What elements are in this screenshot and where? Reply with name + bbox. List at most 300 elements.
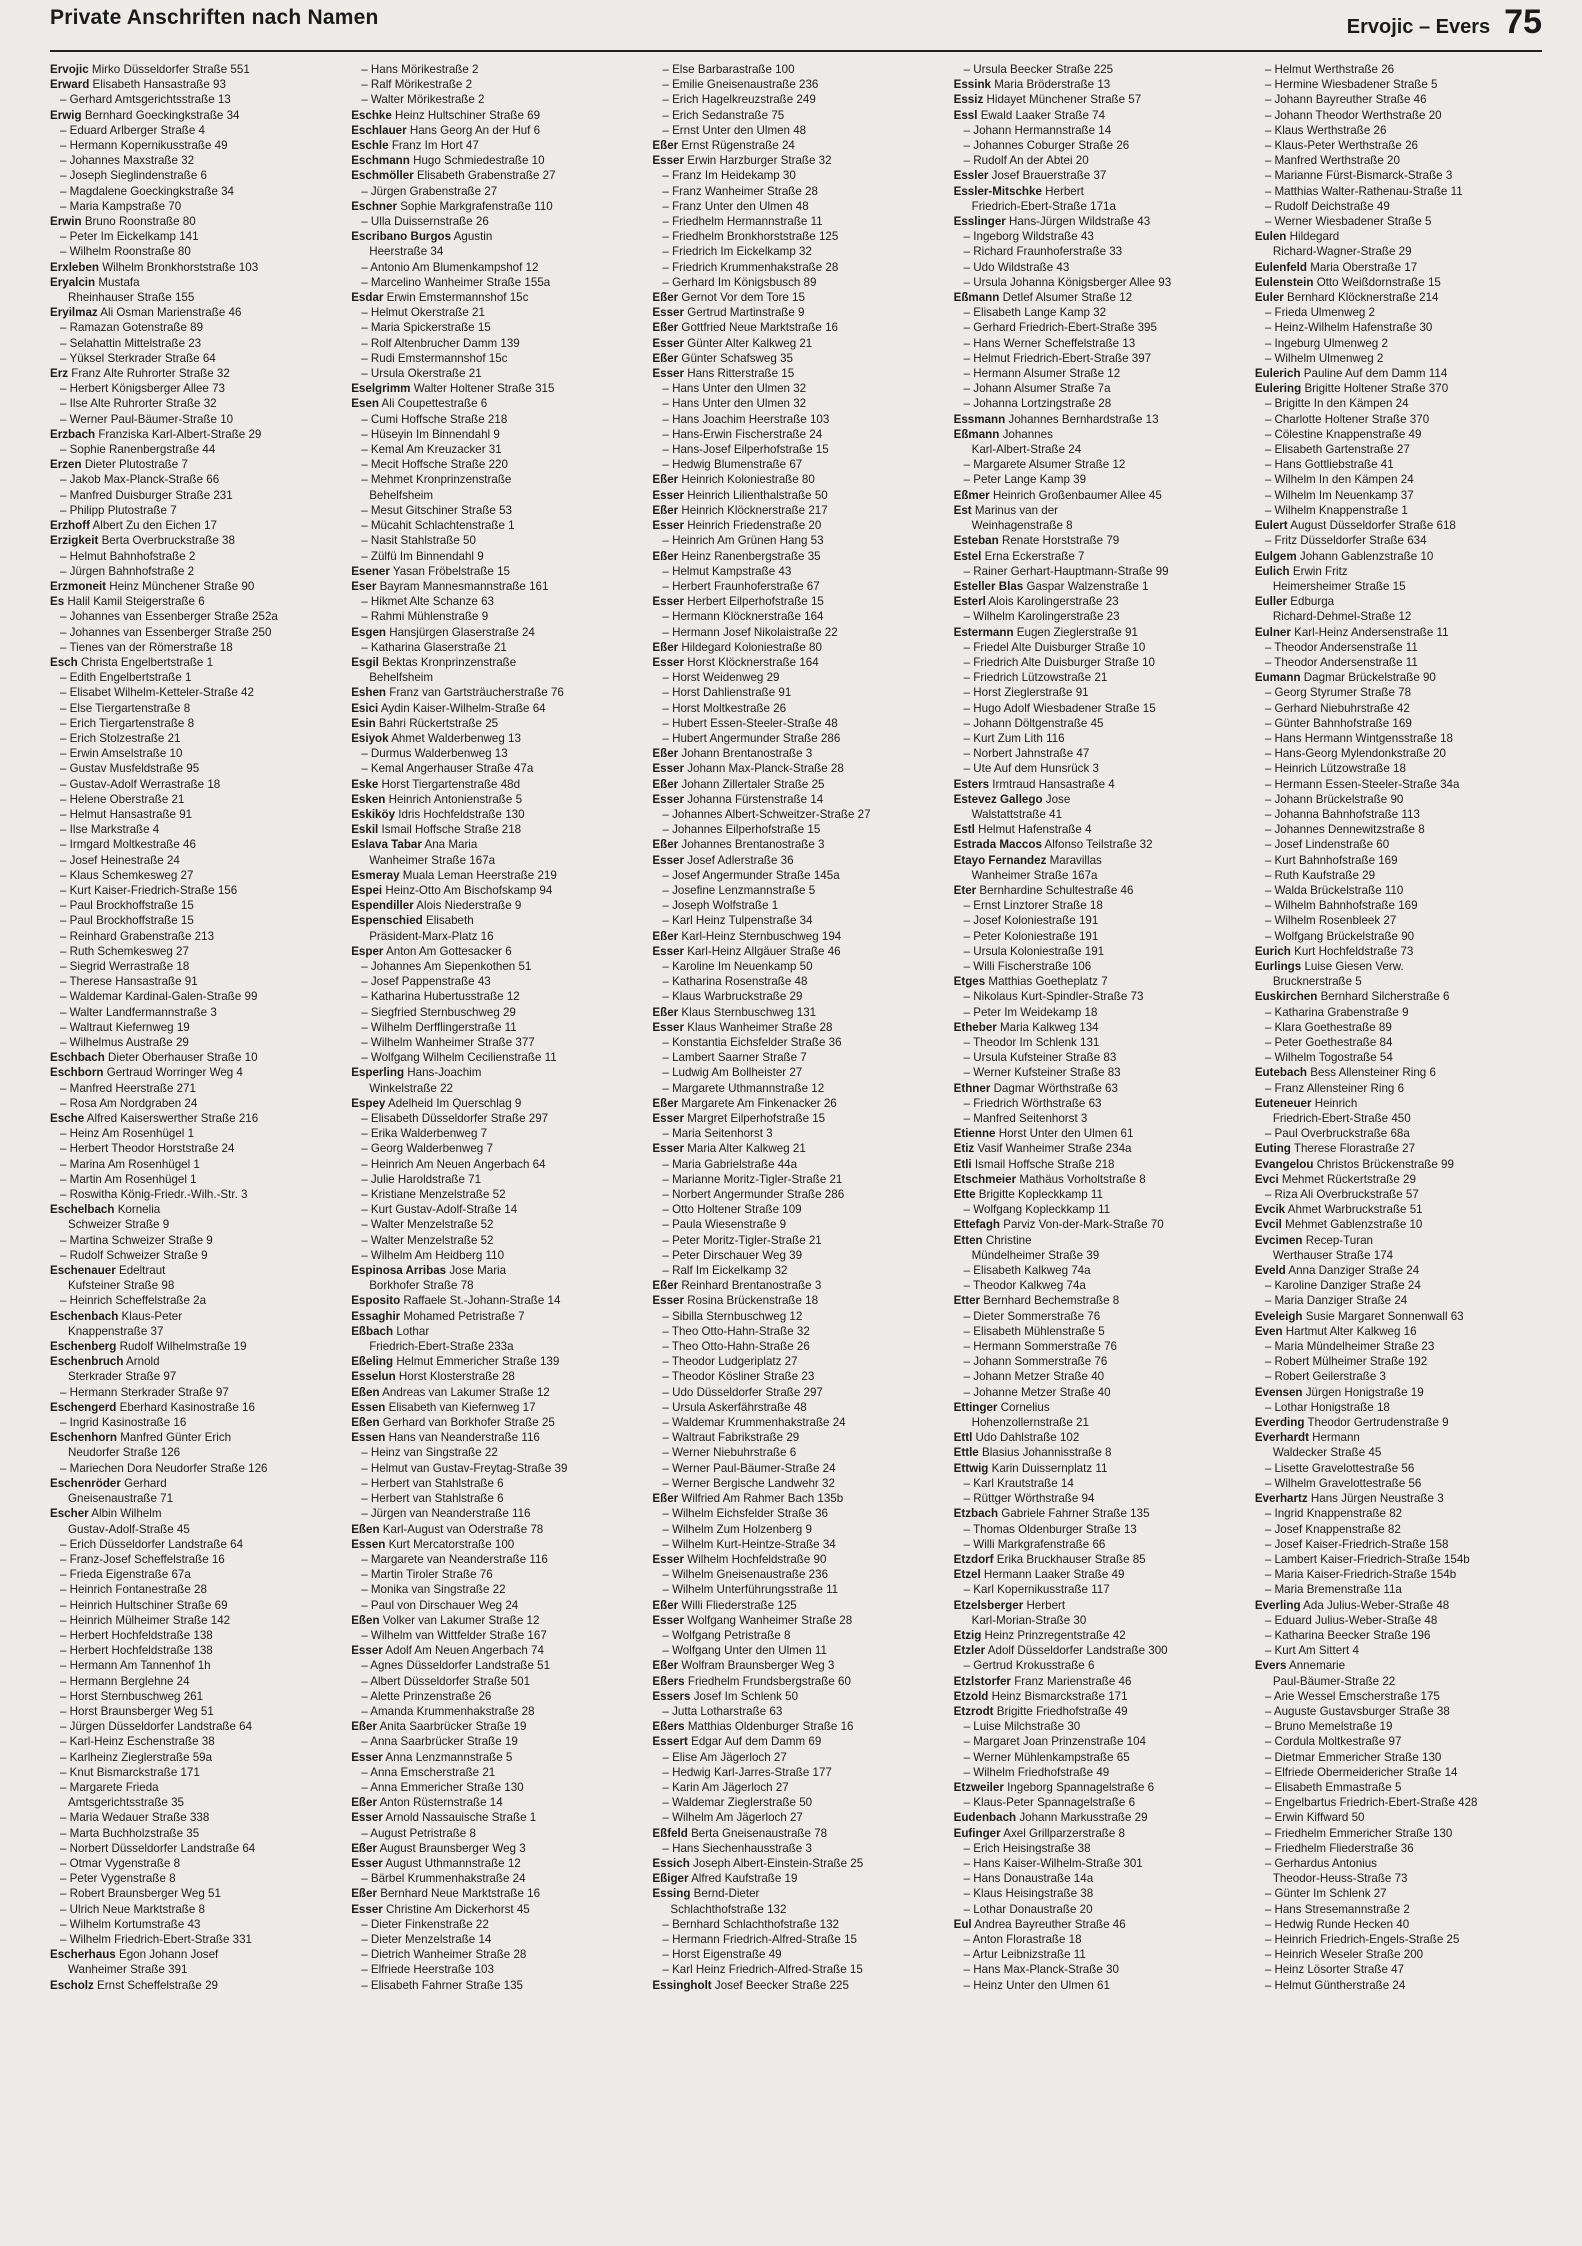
entry-detail: – Dieter Menzelstraße 14 bbox=[361, 1932, 492, 1946]
directory-entry bbox=[351, 1476, 638, 1491]
directory-entry bbox=[50, 837, 337, 852]
directory-entry bbox=[50, 1826, 337, 1841]
entry-detail: – Wilhelm Knappenstraße 1 bbox=[1264, 503, 1408, 517]
entry-detail: Bernhard Klöcknerstraße 214 bbox=[1287, 291, 1439, 305]
directory-entry bbox=[50, 214, 337, 229]
directory-entry bbox=[50, 1628, 337, 1643]
surname: Erzen bbox=[50, 458, 82, 472]
directory-entry bbox=[652, 290, 939, 305]
entry-detail: Franz Marienstraße 46 bbox=[1014, 1674, 1132, 1688]
directory-entry bbox=[50, 366, 337, 381]
directory-entry bbox=[954, 214, 1241, 229]
entry-detail: Bayram Mannesmannstraße 161 bbox=[379, 579, 549, 593]
directory-entry bbox=[954, 1886, 1241, 1901]
surname: Etzel bbox=[953, 1568, 981, 1582]
entry-detail: Reinhard Brentanostraße 3 bbox=[681, 1279, 822, 1293]
entry-detail: Walter Holtener Straße 315 bbox=[413, 382, 555, 396]
entry-detail: – Wilhelm Kurt-Heintze-Straße 34 bbox=[662, 1537, 836, 1551]
entry-detail: Kurt Hochfeldstraße 73 bbox=[1294, 944, 1414, 958]
directory-entry bbox=[1255, 670, 1542, 685]
entry-detail: – Marta Buchholzstraße 35 bbox=[60, 1826, 200, 1840]
directory-entry bbox=[652, 1400, 939, 1415]
entry-detail: – Kemal Am Kreuzacker 31 bbox=[361, 443, 502, 457]
entry-detail: Ali Osman Marienstraße 46 bbox=[100, 306, 242, 320]
entry-detail: – Hermann Alsumer Straße 12 bbox=[963, 367, 1121, 381]
entry-detail: – Horst Zieglerstraße 91 bbox=[963, 686, 1089, 700]
surname: Eslava Tabar bbox=[351, 838, 422, 852]
surname: Eschlauer bbox=[351, 123, 407, 137]
entry-detail: – Wolfgang Unter den Ulmen 11 bbox=[662, 1644, 827, 1658]
surname: Evers bbox=[1254, 1659, 1287, 1673]
directory-entry bbox=[954, 701, 1241, 716]
surname: Eskiköy bbox=[351, 807, 396, 821]
entry-detail: Erna Eckerstraße 7 bbox=[984, 549, 1085, 563]
surname: Eschengerd bbox=[50, 1400, 117, 1414]
entry-detail: Adolf Am Neuen Angerbach 74 bbox=[385, 1644, 544, 1658]
entry-detail: – Hans Mörikestraße 2 bbox=[361, 63, 479, 76]
surname: Eschenbruch bbox=[50, 1355, 124, 1369]
directory-entry bbox=[50, 792, 337, 807]
directory-entry bbox=[50, 1445, 337, 1460]
entry-detail: – Yüksel Sterkrader Straße 64 bbox=[60, 351, 216, 365]
directory-entry bbox=[652, 244, 939, 259]
entry-detail: – Emilie Gneisenaustraße 236 bbox=[662, 78, 819, 92]
entry-detail: Erwin Fritz bbox=[1292, 564, 1348, 578]
surname: Eudenbach bbox=[953, 1811, 1017, 1825]
surname: Everling bbox=[1254, 1598, 1301, 1612]
directory-entry bbox=[652, 1582, 939, 1597]
entry-detail: – Lambert Saarner Straße 7 bbox=[662, 1051, 807, 1065]
entry-detail: Hildegard bbox=[1289, 230, 1340, 244]
directory-entry bbox=[954, 1537, 1241, 1552]
directory-entry bbox=[50, 442, 337, 457]
entry-detail: – Martin Tiroler Straße 76 bbox=[361, 1568, 493, 1582]
surname: Eschenauer bbox=[50, 1264, 116, 1278]
entry-detail: Heinrich Antonienstraße 5 bbox=[388, 792, 523, 806]
directory-entry bbox=[50, 807, 337, 822]
entry-detail: Heinz Hultschiner Straße 69 bbox=[395, 108, 541, 122]
directory-entry bbox=[1255, 427, 1542, 442]
directory-entry bbox=[1255, 336, 1542, 351]
entry-detail: – Josef Angermunder Straße 145a bbox=[662, 868, 840, 882]
entry-detail: Hohenzollernstraße 21 bbox=[971, 1416, 1089, 1430]
entry-detail: – Paula Wiesenstraße 9 bbox=[662, 1218, 787, 1232]
entry-detail: – Lothar Honigstraße 18 bbox=[1264, 1400, 1390, 1414]
directory-entry bbox=[954, 412, 1241, 427]
directory-entry bbox=[954, 1415, 1241, 1430]
directory-entry bbox=[351, 1552, 638, 1567]
directory-entry bbox=[954, 1841, 1241, 1856]
entry-detail: Karl-Morian-Straße 30 bbox=[971, 1613, 1087, 1627]
entry-detail: Klaus-Peter bbox=[121, 1309, 183, 1323]
entry-detail: Anita Saarbrücker Straße 19 bbox=[379, 1720, 527, 1734]
entry-detail: – Werner Wiesbadener Straße 5 bbox=[1264, 215, 1432, 229]
surname: Esser bbox=[652, 488, 684, 502]
surname: Espei bbox=[351, 883, 383, 897]
entry-detail: Cornelius bbox=[1000, 1400, 1050, 1414]
directory-entry bbox=[1255, 777, 1542, 792]
directory-entry bbox=[351, 564, 638, 579]
entry-detail: Klaus Wanheimer Straße 28 bbox=[687, 1020, 833, 1034]
surname: Esser bbox=[652, 1112, 684, 1126]
entry-detail: – Hedwig Runde Hecken 40 bbox=[1264, 1917, 1410, 1931]
surname: Essich bbox=[652, 1856, 690, 1870]
directory-entry bbox=[1255, 1217, 1542, 1232]
surname: Eßer bbox=[351, 1841, 377, 1855]
surname: Euller bbox=[1254, 595, 1288, 609]
directory-entry bbox=[50, 1537, 337, 1552]
directory-entry bbox=[1255, 716, 1542, 731]
entry-detail: Heinz-Otto Am Bischofskamp 94 bbox=[385, 883, 553, 897]
directory-entry bbox=[1255, 1081, 1542, 1096]
directory-entry bbox=[50, 1354, 337, 1369]
entry-detail: – Wilhelm Im Neuenkamp 37 bbox=[1264, 488, 1414, 502]
directory-entry bbox=[1255, 761, 1542, 776]
directory-entry bbox=[954, 1491, 1241, 1506]
surname: Eßer bbox=[351, 1720, 377, 1734]
surname: Esselun bbox=[351, 1370, 396, 1384]
entry-detail: – Franz Wanheimer Straße 28 bbox=[662, 184, 818, 198]
directory-entry bbox=[50, 457, 337, 472]
entry-detail: – Cölestine Knappenstraße 49 bbox=[1264, 427, 1422, 441]
entry-detail: – Karl Heinz Tulpenstraße 34 bbox=[662, 914, 813, 928]
directory-entry bbox=[351, 1050, 638, 1065]
entry-detail: – Sophie Ranenbergstraße 44 bbox=[60, 443, 216, 457]
surname: Etheber bbox=[953, 1020, 997, 1034]
entry-detail: Eberhard Kasinostraße 16 bbox=[119, 1400, 255, 1414]
directory-entry bbox=[351, 77, 638, 92]
surname: Essmann bbox=[953, 412, 1006, 426]
entry-detail: – Josef Lindenstraße 60 bbox=[1264, 838, 1390, 852]
directory-entry bbox=[351, 1947, 638, 1962]
directory-entry bbox=[652, 1658, 939, 1673]
entry-detail: – Charlotte Holtener Straße 370 bbox=[1264, 412, 1430, 426]
entry-detail: Gertraud Worringer Weg 4 bbox=[106, 1066, 243, 1080]
entry-detail: Ismail Hoffsche Straße 218 bbox=[974, 1157, 1115, 1171]
directory-entry bbox=[50, 1491, 337, 1506]
entry-detail: – Peter Lange Kamp 39 bbox=[963, 473, 1087, 487]
directory-entry bbox=[652, 1598, 939, 1613]
directory-entry bbox=[652, 305, 939, 320]
entry-detail: – Robert Mülheimer Straße 192 bbox=[1264, 1355, 1428, 1369]
directory-entry bbox=[1255, 1385, 1542, 1400]
entry-detail: – Peter Moritz-Tigler-Straße 21 bbox=[662, 1233, 822, 1247]
entry-detail: – Norbert Düsseldorfer Landstraße 64 bbox=[60, 1841, 256, 1855]
entry-detail: – Johann Döltgenstraße 45 bbox=[963, 716, 1104, 730]
entry-detail: – Jürgen Grabenstraße 27 bbox=[361, 184, 498, 198]
entry-detail: Johanna Fürstenstraße 14 bbox=[687, 792, 824, 806]
surname: Erzmoneit bbox=[50, 579, 107, 593]
directory-entry bbox=[954, 731, 1241, 746]
entry-detail: – Johann Theodor Werthstraße 20 bbox=[1264, 108, 1442, 122]
entry-detail: – Hans Siechenhausstraße 3 bbox=[662, 1841, 812, 1855]
entry-detail: – Klaus Heisingstraße 38 bbox=[963, 1887, 1094, 1901]
directory-entry bbox=[1255, 1400, 1542, 1415]
entry-detail: Andrea Bayreuther Straße 46 bbox=[974, 1917, 1126, 1931]
directory-entry bbox=[954, 366, 1241, 381]
directory-entry bbox=[954, 199, 1241, 214]
surname: Ettefagh bbox=[953, 1218, 1000, 1232]
entry-detail: Christa Engelbertstraße 1 bbox=[80, 655, 214, 669]
entry-detail: – Jürgen Düsseldorfer Landstraße 64 bbox=[60, 1720, 253, 1734]
entry-detail: Maria Bröderstraße 13 bbox=[994, 78, 1111, 92]
directory-entry bbox=[954, 1628, 1241, 1643]
entry-detail: Elisabeth Grabenstraße 27 bbox=[416, 169, 556, 183]
directory-entry bbox=[1255, 685, 1542, 700]
directory-entry bbox=[351, 944, 638, 959]
directory-entry bbox=[50, 503, 337, 518]
directory-entry bbox=[50, 746, 337, 761]
entry-detail: – Eduard Julius-Weber-Straße 48 bbox=[1264, 1613, 1438, 1627]
surname: Estermann bbox=[953, 625, 1014, 639]
entry-detail: – Maria Kaiser-Friedrich-Straße 154b bbox=[1264, 1568, 1457, 1582]
directory-entry bbox=[954, 1172, 1241, 1187]
directory-entry bbox=[954, 1248, 1241, 1263]
directory-entry bbox=[50, 412, 337, 427]
entry-detail: – Ute Auf dem Hunsrück 3 bbox=[963, 762, 1099, 776]
directory-entry bbox=[1255, 533, 1542, 548]
entry-detail: – Siegfried Sternbuschweg 29 bbox=[361, 1005, 516, 1019]
entry-detail: – Wilhelm Eichsfelder Straße 36 bbox=[662, 1507, 829, 1521]
directory-entry bbox=[954, 138, 1241, 153]
directory-entry bbox=[1255, 1065, 1542, 1080]
surname: Etienne bbox=[953, 1127, 996, 1141]
entry-detail: Christos Brückenstraße 99 bbox=[1316, 1157, 1454, 1171]
directory-entry bbox=[954, 1750, 1241, 1765]
directory-entry bbox=[1255, 640, 1542, 655]
surname: Esser bbox=[351, 1750, 383, 1764]
directory-entry bbox=[652, 1674, 939, 1689]
entry-detail: – Hans Kaiser-Wilhelm-Straße 301 bbox=[963, 1856, 1143, 1870]
surname: Evci bbox=[1254, 1172, 1279, 1186]
entry-detail: Dieter Oberhauser Straße 10 bbox=[108, 1051, 258, 1065]
entry-detail: – Walter Mörikestraße 2 bbox=[361, 93, 485, 107]
entry-detail: – Frieda Ulmenweg 2 bbox=[1264, 306, 1376, 320]
entry-detail: Johann Gablenzstraße 10 bbox=[1299, 549, 1434, 563]
directory-entry bbox=[954, 427, 1241, 442]
directory-entry bbox=[50, 594, 337, 609]
directory-entry bbox=[50, 929, 337, 944]
entry-detail: – Ursula Okerstraße 21 bbox=[361, 367, 482, 381]
entry-detail: Adelheid Im Querschlag 9 bbox=[387, 1096, 522, 1110]
entry-detail: – Matthias Walter-Rathenau-Straße 11 bbox=[1264, 184, 1463, 198]
surname: Eßer bbox=[652, 291, 679, 305]
column-5 bbox=[1255, 62, 1542, 1993]
directory-entry bbox=[954, 1871, 1241, 1886]
surname: Ette bbox=[953, 1188, 976, 1202]
directory-entry bbox=[1255, 1658, 1542, 1673]
entry-detail: – Kurt Am Sittert 4 bbox=[1264, 1644, 1359, 1658]
directory-entry bbox=[351, 123, 638, 138]
entry-detail: – Heinrich Lützowstraße 18 bbox=[1264, 762, 1406, 776]
directory-entry bbox=[954, 396, 1241, 411]
entry-detail: – Klaus-Peter Spannagelstraße 6 bbox=[963, 1796, 1136, 1810]
surname: Eßeling bbox=[351, 1355, 394, 1369]
entry-detail: – Erwin Kiffward 50 bbox=[1264, 1811, 1365, 1825]
directory-entry bbox=[652, 564, 939, 579]
entry-detail: Bernhard Neue Marktstraße 16 bbox=[380, 1887, 541, 1901]
entry-detail: – Jürgen Bahnhofstraße 2 bbox=[60, 564, 195, 578]
directory-entry bbox=[652, 1339, 939, 1354]
entry-detail: – Jutta Lotharstraße 63 bbox=[662, 1704, 783, 1718]
directory-entry bbox=[652, 184, 939, 199]
directory-entry bbox=[954, 1278, 1241, 1293]
surname: Espenschied bbox=[351, 914, 423, 928]
entry-detail: – Knut Bismarckstraße 171 bbox=[60, 1765, 200, 1779]
directory-entry bbox=[1255, 275, 1542, 290]
entry-detail: – Friedrich Krummenhakstraße 28 bbox=[662, 260, 839, 274]
directory-entry bbox=[50, 472, 337, 487]
directory-entry bbox=[50, 1932, 337, 1947]
directory-entry bbox=[652, 913, 939, 928]
entry-detail: – Hubert Angermunder Straße 286 bbox=[662, 731, 841, 745]
entry-detail: Arnold Nassauische Straße 1 bbox=[385, 1811, 537, 1825]
entry-detail: – Bernhard Schlachthofstraße 132 bbox=[662, 1917, 839, 1931]
entry-detail: – Friedel Alte Duisburger Straße 10 bbox=[963, 640, 1146, 654]
entry-detail: – Gertrud Krokusstraße 6 bbox=[963, 1659, 1095, 1673]
entry-detail: – Julie Haroldstraße 71 bbox=[361, 1172, 482, 1186]
entry-detail: – Katharina Beecker Straße 196 bbox=[1264, 1628, 1431, 1642]
surname: Esser bbox=[652, 944, 684, 958]
directory-entry bbox=[50, 1856, 337, 1871]
directory-entry bbox=[1255, 1126, 1542, 1141]
directory-entry bbox=[351, 366, 638, 381]
entry-detail: Josef Adlerstraße 36 bbox=[687, 853, 794, 867]
surname: Eschenbach bbox=[50, 1309, 119, 1323]
surname: Eveld bbox=[1254, 1264, 1286, 1278]
directory-entry bbox=[50, 1613, 337, 1628]
entry-detail: Ahmet Warbruckstraße 51 bbox=[1287, 1203, 1423, 1217]
directory-entry bbox=[954, 336, 1241, 351]
entry-detail: Karl-Heinz Andersenstraße 11 bbox=[1294, 625, 1449, 639]
entry-detail: – Robert Braunsberger Weg 51 bbox=[60, 1887, 221, 1901]
directory-entry bbox=[351, 1233, 638, 1248]
directory-entry bbox=[652, 1217, 939, 1232]
entry-detail: Mehmet Rückertstraße 29 bbox=[1281, 1172, 1416, 1186]
entry-detail: – Georg Walderbenweg 7 bbox=[361, 1142, 493, 1156]
entry-detail: – Helmut Kampstraße 43 bbox=[662, 564, 792, 578]
directory-entry bbox=[50, 184, 337, 199]
directory-entry bbox=[50, 1324, 337, 1339]
entry-detail: – Bruno Memelstraße 19 bbox=[1264, 1720, 1393, 1734]
entry-detail: – Herbert Theodor Horststraße 24 bbox=[60, 1142, 235, 1156]
entry-detail: – Wilhelm Am Jägerloch 27 bbox=[662, 1811, 803, 1825]
directory-entry bbox=[50, 1841, 337, 1856]
directory-entry bbox=[954, 989, 1241, 1004]
entry-detail: – Ralf Im Eickelkamp 32 bbox=[662, 1264, 788, 1278]
directory-entry bbox=[1255, 1202, 1542, 1217]
directory-entry bbox=[1255, 1020, 1542, 1035]
directory-entry bbox=[50, 716, 337, 731]
entry-detail: Wanheimer Straße 167a bbox=[369, 853, 496, 867]
directory-entry bbox=[351, 1537, 638, 1552]
entry-detail: Theodor-Heuss-Straße 73 bbox=[1272, 1872, 1408, 1886]
directory-entry bbox=[50, 1415, 337, 1430]
entry-detail: – Josef Pappenstraße 43 bbox=[361, 975, 491, 989]
entry-detail: – Bärbel Krummenhakstraße 24 bbox=[361, 1872, 526, 1886]
directory-entry bbox=[50, 1917, 337, 1932]
entry-detail: – Antonio Am Blumenkampshof 12 bbox=[361, 260, 539, 274]
directory-entry bbox=[652, 77, 939, 92]
directory-entry bbox=[652, 929, 939, 944]
entry-detail: Gertrud Martinstraße 9 bbox=[687, 306, 805, 320]
entry-detail: – Elise Am Jägerloch 27 bbox=[662, 1750, 787, 1764]
entry-detail: – Ruth Kaufstraße 29 bbox=[1264, 868, 1376, 882]
surname: Euskirchen bbox=[1254, 990, 1318, 1004]
entry-detail: – Karoline Danziger Straße 24 bbox=[1264, 1279, 1421, 1293]
directory-entry bbox=[652, 442, 939, 457]
directory-entry bbox=[1255, 609, 1542, 624]
surname: Ettwig bbox=[953, 1461, 989, 1475]
surname: Everhartz bbox=[1254, 1492, 1308, 1506]
directory-entry bbox=[351, 381, 638, 396]
entry-detail: Eugen Zieglerstraße 91 bbox=[1016, 625, 1138, 639]
surname: Essler bbox=[953, 169, 989, 183]
directory-entry bbox=[652, 594, 939, 609]
entry-detail: – Franz Allensteiner Ring 6 bbox=[1264, 1081, 1405, 1095]
surname: Eulenstein bbox=[1254, 275, 1314, 289]
entry-detail: Ernst Rügenstraße 24 bbox=[681, 139, 795, 153]
entry-detail: Sterkrader Straße 97 bbox=[68, 1370, 177, 1384]
directory-entry bbox=[50, 959, 337, 974]
entry-detail: Erwin Harzburger Straße 32 bbox=[687, 154, 832, 168]
directory-entry bbox=[1255, 1354, 1542, 1369]
directory-entry bbox=[351, 168, 638, 183]
surname: Etzold bbox=[953, 1689, 989, 1703]
entry-detail: – Wolfgang Petristraße 8 bbox=[662, 1628, 791, 1642]
surname: Everhardt bbox=[1254, 1431, 1309, 1445]
entry-detail: – Waldemar Krummenhakstraße 24 bbox=[662, 1416, 846, 1430]
directory-entry bbox=[652, 1293, 939, 1308]
entry-detail: Alfred Kaiserswerther Straße 216 bbox=[86, 1112, 259, 1126]
directory-entry bbox=[954, 1780, 1241, 1795]
directory-entry bbox=[351, 1613, 638, 1628]
entry-detail: – Theodor Andersenstraße 11 bbox=[1264, 640, 1418, 654]
directory-entry bbox=[1255, 1278, 1542, 1293]
entry-detail: – Johann Brückelstraße 90 bbox=[1264, 792, 1404, 806]
surname: Estl bbox=[953, 823, 975, 837]
surname: Essers bbox=[652, 1689, 691, 1703]
directory-entry bbox=[50, 488, 337, 503]
entry-detail: Herbert bbox=[1026, 1598, 1066, 1612]
directory-entry bbox=[954, 944, 1241, 959]
entry-detail: – Wilhelm Togostraße 54 bbox=[1264, 1051, 1393, 1065]
entry-detail: – Werner Bergische Landwehr 32 bbox=[662, 1476, 835, 1490]
entry-detail: Maria Kalkweg 134 bbox=[1000, 1020, 1099, 1034]
surname: Esser bbox=[652, 1552, 684, 1566]
entry-detail: – Riza Ali Overbruckstraße 57 bbox=[1264, 1188, 1419, 1202]
entry-detail: – Werner Paul-Bäumer-Straße 10 bbox=[60, 412, 234, 426]
entry-detail: – Hikmet Alte Schanze 63 bbox=[361, 595, 494, 609]
entry-detail: – Thomas Oldenburger Straße 13 bbox=[963, 1522, 1137, 1536]
entry-detail: – Johanne Metzer Straße 40 bbox=[963, 1385, 1111, 1399]
entry-detail: Knappenstraße 37 bbox=[68, 1324, 164, 1338]
directory-entry bbox=[652, 199, 939, 214]
entry-detail: – Heinz Unter den Ulmen 61 bbox=[963, 1978, 1110, 1992]
entry-detail: Muala Leman Heerstraße 219 bbox=[402, 868, 557, 882]
entry-detail: – Therese Hansastraße 91 bbox=[60, 975, 198, 989]
directory-entry bbox=[652, 1780, 939, 1795]
directory-entry bbox=[1255, 108, 1542, 123]
directory-entry bbox=[652, 883, 939, 898]
entry-detail: – August Petristraße 8 bbox=[361, 1826, 476, 1840]
directory-entry bbox=[1255, 1552, 1542, 1567]
surname: Esser bbox=[351, 1644, 383, 1658]
entry-detail: Hermann Laaker Straße 49 bbox=[983, 1568, 1125, 1582]
directory-entry bbox=[1255, 77, 1542, 92]
directory-entry bbox=[652, 1050, 939, 1065]
entry-detail: – Brigitte In den Kämpen 24 bbox=[1264, 397, 1409, 411]
